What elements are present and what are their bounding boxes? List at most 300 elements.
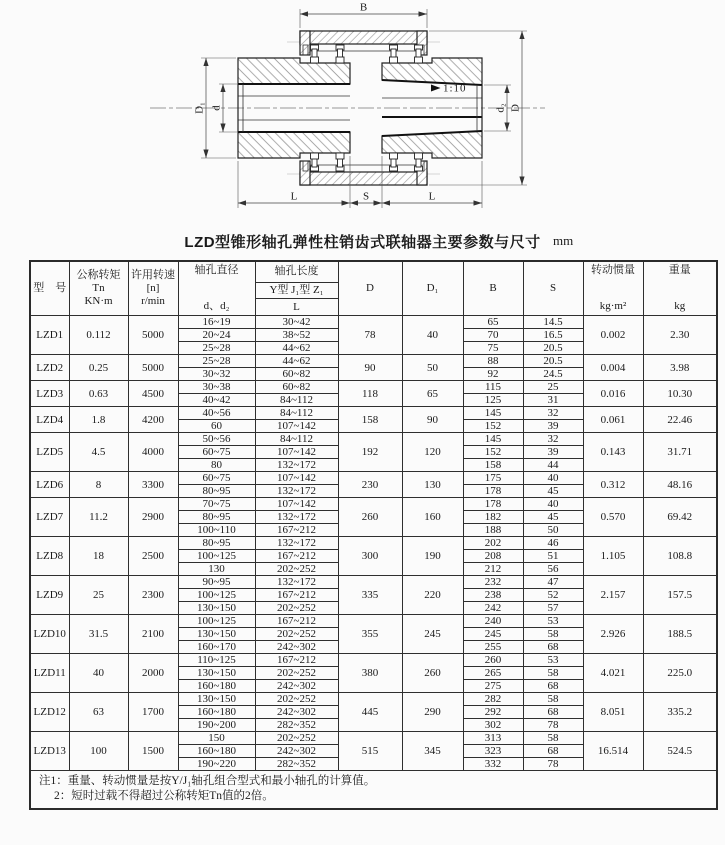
- spec-row: [30, 498, 717, 511]
- dim-label-L-right: L: [428, 190, 436, 203]
- col-header-inertia: [583, 261, 643, 316]
- bore-diameter-cell: 190~200: [178, 719, 255, 732]
- spec-row: [30, 433, 717, 446]
- bore-diameter-cell: 40~56: [178, 407, 255, 420]
- B-cell: 302: [463, 719, 523, 732]
- B-cell: 212: [463, 563, 523, 576]
- bore-diameter-cell: 70~75: [178, 498, 255, 511]
- B-cell: 152: [463, 420, 523, 433]
- torque-cell: 11.2: [69, 498, 128, 537]
- speed-cell: 1500: [128, 732, 178, 771]
- pin: [415, 153, 423, 171]
- weight-cell: 10.30: [643, 381, 717, 407]
- bore-diameter-cell: 100~125: [178, 589, 255, 602]
- B-cell: 65: [463, 316, 523, 329]
- B-cell: 265: [463, 667, 523, 680]
- bore-length-cell: 242~302: [255, 641, 338, 654]
- weight-header-line1: 重量: [668, 264, 691, 276]
- torque-cell: 0.112: [69, 316, 128, 355]
- bore-length-cell: 202~252: [255, 667, 338, 680]
- model-cell: LZD7: [30, 498, 69, 537]
- S-cell: 45: [523, 485, 583, 498]
- col-header-speed: [128, 261, 178, 316]
- spec-row: [30, 472, 717, 485]
- inertia-cell: 16.514: [583, 732, 643, 771]
- speed-cell: 3300: [128, 472, 178, 498]
- S-cell: 14.5: [523, 316, 583, 329]
- spec-row: [30, 355, 717, 368]
- col-header-weight: [643, 261, 717, 316]
- spec-table-notes: [30, 771, 717, 810]
- bore-diameter-cell: 80~95: [178, 485, 255, 498]
- weight-cell: 2.30: [643, 316, 717, 355]
- col-header-bore-length: 轴孔长度: [255, 261, 338, 282]
- spec-row: [30, 407, 717, 420]
- S-cell: 58: [523, 628, 583, 641]
- S-cell: 16.5: [523, 329, 583, 342]
- weight-cell: 48.16: [643, 472, 717, 498]
- spec-row: [30, 654, 717, 667]
- bore-diameter-cell: 90~95: [178, 576, 255, 589]
- bore-diameter-cell: 110~125: [178, 654, 255, 667]
- inertia-header-line2: kg·m²: [599, 300, 627, 312]
- bore-length-cell: 84~112: [255, 433, 338, 446]
- bore-diameter-cell: 50~56: [178, 433, 255, 446]
- spec-table: [29, 260, 718, 810]
- bore-length-cell: 107~142: [255, 420, 338, 433]
- dim-label-d2: d₂: [494, 103, 507, 113]
- S-cell: 53: [523, 615, 583, 628]
- B-cell: 245: [463, 628, 523, 641]
- spec-table-header: [30, 261, 717, 316]
- D-cell: 78: [338, 316, 402, 355]
- spec-table-body: [30, 316, 717, 771]
- D1-cell: 190: [402, 537, 463, 576]
- S-cell: 20.5: [523, 355, 583, 368]
- bore-length-cell: 202~252: [255, 693, 338, 706]
- bore-length-cell: 60~82: [255, 368, 338, 381]
- B-cell: 88: [463, 355, 523, 368]
- weight-cell: 188.5: [643, 615, 717, 654]
- speed-header-line2: [n]: [146, 282, 160, 294]
- col-header-torque: [69, 261, 128, 316]
- D1-cell: 160: [402, 498, 463, 537]
- torque-header-line1: 公称转矩: [76, 269, 121, 281]
- bore-diameter-cell: 160~170: [178, 641, 255, 654]
- inertia-cell: 0.143: [583, 433, 643, 472]
- bore-dia-header-line1: 轴孔直径: [194, 264, 239, 276]
- B-cell: 332: [463, 758, 523, 771]
- model-cell: LZD9: [30, 576, 69, 615]
- model-cell: LZD3: [30, 381, 69, 407]
- bore-length-cell: 202~252: [255, 732, 338, 745]
- dim-label-d: d: [210, 105, 223, 111]
- taper-label: 1:10: [443, 82, 467, 95]
- bore-diameter-cell: 80: [178, 459, 255, 472]
- D-cell: 260: [338, 498, 402, 537]
- torque-header-line2: Tn: [92, 282, 105, 294]
- page-title: LZD型锥形轴孔弹性柱销齿式联轴器主要参数与尺寸: [184, 234, 541, 251]
- inertia-header-line1: 转动惯量: [591, 264, 635, 276]
- spec-row: [30, 693, 717, 706]
- col-header-bore-length-L: L: [255, 299, 338, 316]
- spec-row: [30, 732, 717, 745]
- bore-length-cell: 60~82: [255, 381, 338, 394]
- D-cell: 118: [338, 381, 402, 407]
- model-cell: LZD13: [30, 732, 69, 771]
- B-cell: 125: [463, 394, 523, 407]
- torque-cell: 0.25: [69, 355, 128, 381]
- D1-cell: 130: [402, 472, 463, 498]
- bore-length-cell: 282~352: [255, 758, 338, 771]
- pin: [390, 45, 398, 63]
- speed-cell: 2500: [128, 537, 178, 576]
- bore-diameter-cell: 25~28: [178, 342, 255, 355]
- bore-diameter-cell: 40~42: [178, 394, 255, 407]
- speed-cell: 4500: [128, 381, 178, 407]
- inertia-cell: 1.105: [583, 537, 643, 576]
- col-header-bore-diameter: [178, 261, 255, 316]
- bore-diameter-cell: 80~95: [178, 537, 255, 550]
- torque-cell: 4.5: [69, 433, 128, 472]
- torque-cell: 100: [69, 732, 128, 771]
- col-header-D: D: [338, 261, 402, 316]
- S-cell: 68: [523, 641, 583, 654]
- speed-cell: 2900: [128, 498, 178, 537]
- taper-annotation: [431, 83, 467, 95]
- taper-arrow-icon: [431, 85, 441, 92]
- notes-cell: [30, 771, 717, 810]
- torque-cell: 1.8: [69, 407, 128, 433]
- S-cell: 50: [523, 524, 583, 537]
- inertia-cell: 2.157: [583, 576, 643, 615]
- weight-cell: 225.0: [643, 654, 717, 693]
- D1-cell: 290: [402, 693, 463, 732]
- S-cell: 25: [523, 381, 583, 394]
- bore-diameter-cell: 30~38: [178, 381, 255, 394]
- col-header-model: 型 号: [30, 261, 69, 316]
- bore-length-cell: 44~62: [255, 355, 338, 368]
- dim-label-B: B: [359, 1, 368, 14]
- inertia-cell: 0.002: [583, 316, 643, 355]
- note-line-2: 2：短时过载不得超过公称转矩Tn值的2倍。: [54, 790, 274, 802]
- B-cell: 292: [463, 706, 523, 719]
- B-cell: 145: [463, 407, 523, 420]
- bore-diameter-cell: 80~95: [178, 511, 255, 524]
- inertia-cell: 2.926: [583, 615, 643, 654]
- bore-diameter-cell: 190~220: [178, 758, 255, 771]
- D-cell: 90: [338, 355, 402, 381]
- B-cell: 282: [463, 693, 523, 706]
- S-cell: 57: [523, 602, 583, 615]
- B-cell: 158: [463, 459, 523, 472]
- speed-cell: 5000: [128, 316, 178, 355]
- bore-diameter-cell: 130: [178, 563, 255, 576]
- coupling-drawing: [0, 0, 725, 228]
- bore-diameter-cell: 60~75: [178, 446, 255, 459]
- S-cell: 32: [523, 433, 583, 446]
- B-cell: 232: [463, 576, 523, 589]
- bore-length-cell: 167~212: [255, 589, 338, 602]
- inertia-cell: 0.312: [583, 472, 643, 498]
- S-cell: 39: [523, 420, 583, 433]
- speed-header-line3: r/min: [141, 295, 165, 307]
- S-cell: 52: [523, 589, 583, 602]
- bore-length-cell: 38~52: [255, 329, 338, 342]
- bore-dia-header-line2: d、d₂: [203, 300, 230, 312]
- D1-cell: 260: [402, 654, 463, 693]
- col-header-S: S: [523, 261, 583, 316]
- D-cell: 445: [338, 693, 402, 732]
- pin: [415, 45, 423, 63]
- speed-cell: 2100: [128, 615, 178, 654]
- speed-cell: 4000: [128, 433, 178, 472]
- bore-length-cell: 84~112: [255, 394, 338, 407]
- model-cell: LZD10: [30, 615, 69, 654]
- D-cell: 515: [338, 732, 402, 771]
- bore-length-cell: 167~212: [255, 615, 338, 628]
- D-cell: 380: [338, 654, 402, 693]
- pin: [311, 45, 319, 63]
- model-cell: LZD1: [30, 316, 69, 355]
- S-cell: 24.5: [523, 368, 583, 381]
- bore-diameter-cell: 150: [178, 732, 255, 745]
- inertia-cell: 0.061: [583, 407, 643, 433]
- bore-length-cell: 44~62: [255, 342, 338, 355]
- bore-diameter-cell: 100~125: [178, 615, 255, 628]
- dim-label-D1: D₁: [193, 102, 206, 114]
- bore-diameter-cell: 16~19: [178, 316, 255, 329]
- inertia-cell: 0.570: [583, 498, 643, 537]
- B-cell: 255: [463, 641, 523, 654]
- S-cell: 45: [523, 511, 583, 524]
- bore-length-cell: 107~142: [255, 498, 338, 511]
- bore-length-cell: 167~212: [255, 654, 338, 667]
- S-cell: 58: [523, 693, 583, 706]
- spec-row: [30, 316, 717, 329]
- bore-length-cell: 242~302: [255, 680, 338, 693]
- D-cell: 192: [338, 433, 402, 472]
- torque-cell: 63: [69, 693, 128, 732]
- torque-header-line3: KN·m: [84, 295, 113, 307]
- bore-diameter-cell: 30~32: [178, 368, 255, 381]
- bore-length-cell: 107~142: [255, 446, 338, 459]
- torque-cell: 0.63: [69, 381, 128, 407]
- pin: [311, 153, 319, 171]
- bore-diameter-cell: 130~150: [178, 602, 255, 615]
- bore-length-cell: 132~172: [255, 485, 338, 498]
- col-header-D1: D₁: [402, 261, 463, 316]
- B-cell: 70: [463, 329, 523, 342]
- torque-cell: 25: [69, 576, 128, 615]
- S-cell: 40: [523, 498, 583, 511]
- col-header-B: B: [463, 261, 523, 316]
- S-cell: 78: [523, 758, 583, 771]
- bore-length-cell: 132~172: [255, 459, 338, 472]
- model-cell: LZD6: [30, 472, 69, 498]
- weight-cell: 524.5: [643, 732, 717, 771]
- bore-length-cell: 282~352: [255, 719, 338, 732]
- torque-cell: 31.5: [69, 615, 128, 654]
- bore-length-cell: 202~252: [255, 602, 338, 615]
- speed-header-line1: 许用转速: [131, 269, 175, 281]
- bore-diameter-cell: 25~28: [178, 355, 255, 368]
- bore-length-cell: 202~252: [255, 628, 338, 641]
- bore-length-cell: 30~42: [255, 316, 338, 329]
- model-cell: LZD5: [30, 433, 69, 472]
- S-cell: 58: [523, 732, 583, 745]
- weight-cell: 157.5: [643, 576, 717, 615]
- weight-cell: 3.98: [643, 355, 717, 381]
- B-cell: 240: [463, 615, 523, 628]
- B-cell: 275: [463, 680, 523, 693]
- bore-length-cell: 132~172: [255, 576, 338, 589]
- S-cell: 53: [523, 654, 583, 667]
- unit-label: mm: [553, 233, 574, 248]
- bore-length-cell: 84~112: [255, 407, 338, 420]
- bore-length-cell: 242~302: [255, 706, 338, 719]
- model-cell: LZD12: [30, 693, 69, 732]
- B-cell: 242: [463, 602, 523, 615]
- bore-diameter-cell: 130~150: [178, 693, 255, 706]
- model-cell: LZD8: [30, 537, 69, 576]
- bore-diameter-cell: 160~180: [178, 706, 255, 719]
- weight-header-line2: kg: [674, 300, 686, 312]
- S-cell: 31: [523, 394, 583, 407]
- speed-cell: 2000: [128, 654, 178, 693]
- S-cell: 78: [523, 719, 583, 732]
- B-cell: 145: [463, 433, 523, 446]
- weight-cell: 108.8: [643, 537, 717, 576]
- spec-row: [30, 537, 717, 550]
- speed-cell: 5000: [128, 355, 178, 381]
- pin: [336, 45, 344, 63]
- S-cell: 47: [523, 576, 583, 589]
- B-cell: 260: [463, 654, 523, 667]
- S-cell: 58: [523, 667, 583, 680]
- inertia-cell: 4.021: [583, 654, 643, 693]
- dim-label-D: D: [509, 104, 522, 112]
- B-cell: 92: [463, 368, 523, 381]
- B-cell: 152: [463, 446, 523, 459]
- B-cell: 238: [463, 589, 523, 602]
- weight-cell: 69.42: [643, 498, 717, 537]
- torque-cell: 8: [69, 472, 128, 498]
- B-cell: 178: [463, 498, 523, 511]
- bore-diameter-cell: 100~110: [178, 524, 255, 537]
- dim-label-L-left: L: [290, 190, 298, 203]
- weight-cell: 31.71: [643, 433, 717, 472]
- dimension-B: [300, 2, 427, 29]
- bore-diameter-cell: 60~75: [178, 472, 255, 485]
- torque-cell: 18: [69, 537, 128, 576]
- spec-row: [30, 576, 717, 589]
- inertia-cell: 0.004: [583, 355, 643, 381]
- pin: [336, 153, 344, 171]
- inertia-cell: 8.051: [583, 693, 643, 732]
- B-cell: 182: [463, 511, 523, 524]
- pin: [390, 153, 398, 171]
- bore-diameter-cell: 100~125: [178, 550, 255, 563]
- D-cell: 230: [338, 472, 402, 498]
- D1-cell: 120: [402, 433, 463, 472]
- bore-diameter-cell: 60: [178, 420, 255, 433]
- D1-cell: 40: [402, 316, 463, 355]
- bore-length-cell: 167~212: [255, 524, 338, 537]
- bore-diameter-cell: 160~180: [178, 745, 255, 758]
- D1-cell: 220: [402, 576, 463, 615]
- weight-cell: 335.2: [643, 693, 717, 732]
- speed-cell: 4200: [128, 407, 178, 433]
- B-cell: 323: [463, 745, 523, 758]
- B-cell: 75: [463, 342, 523, 355]
- model-cell: LZD11: [30, 654, 69, 693]
- B-cell: 188: [463, 524, 523, 537]
- speed-cell: 1700: [128, 693, 178, 732]
- S-cell: 40: [523, 472, 583, 485]
- speed-cell: 2300: [128, 576, 178, 615]
- B-cell: 115: [463, 381, 523, 394]
- S-cell: 39: [523, 446, 583, 459]
- D1-cell: 65: [402, 381, 463, 407]
- bore-diameter-cell: 130~150: [178, 628, 255, 641]
- B-cell: 208: [463, 550, 523, 563]
- inertia-cell: 0.016: [583, 381, 643, 407]
- D1-cell: 90: [402, 407, 463, 433]
- dim-label-S: S: [362, 190, 370, 203]
- model-cell: LZD4: [30, 407, 69, 433]
- S-cell: 32: [523, 407, 583, 420]
- bore-length-cell: 242~302: [255, 745, 338, 758]
- bore-length-cell: 167~212: [255, 550, 338, 563]
- torque-cell: 40: [69, 654, 128, 693]
- S-cell: 56: [523, 563, 583, 576]
- bore-length-cell: 132~172: [255, 537, 338, 550]
- D1-cell: 245: [402, 615, 463, 654]
- note-line-1: 注1：重量、转动惯量是按Y/J₁轴孔组合型式和最小轴孔的计算值。: [39, 775, 376, 787]
- B-cell: 178: [463, 485, 523, 498]
- B-cell: 313: [463, 732, 523, 745]
- title-row: [0, 230, 725, 256]
- S-cell: 51: [523, 550, 583, 563]
- bore-diameter-cell: 160~180: [178, 680, 255, 693]
- S-cell: 44: [523, 459, 583, 472]
- B-cell: 175: [463, 472, 523, 485]
- D1-cell: 345: [402, 732, 463, 771]
- bore-length-cell: 132~172: [255, 511, 338, 524]
- bore-length-cell: 202~252: [255, 563, 338, 576]
- S-cell: 46: [523, 537, 583, 550]
- weight-cell: 22.46: [643, 407, 717, 433]
- bore-length-cell: 107~142: [255, 472, 338, 485]
- D1-cell: 50: [402, 355, 463, 381]
- spec-row: [30, 615, 717, 628]
- D-cell: 335: [338, 576, 402, 615]
- S-cell: 68: [523, 706, 583, 719]
- D-cell: 300: [338, 537, 402, 576]
- model-cell: LZD2: [30, 355, 69, 381]
- S-cell: 68: [523, 745, 583, 758]
- S-cell: 68: [523, 680, 583, 693]
- B-cell: 202: [463, 537, 523, 550]
- col-header-bore-length-types: Y型 J₁型 Z₁: [255, 282, 338, 299]
- D-cell: 158: [338, 407, 402, 433]
- spec-row: [30, 381, 717, 394]
- D-cell: 355: [338, 615, 402, 654]
- S-cell: 20.5: [523, 342, 583, 355]
- bore-diameter-cell: 130~150: [178, 667, 255, 680]
- bore-diameter-cell: 20~24: [178, 329, 255, 342]
